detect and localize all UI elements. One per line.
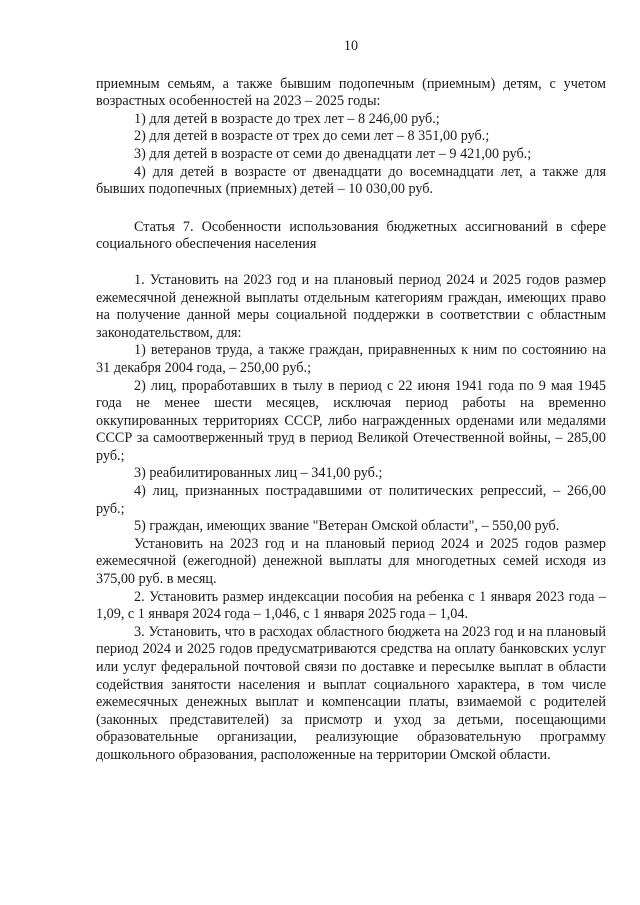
spacer xyxy=(96,199,606,219)
list-item-3-to-7: 2) для детей в возрасте от трех до семи лет – 8 351,00 руб.; xyxy=(134,128,490,145)
list-item-omsk-veteran: 5) граждан, имеющих звание "Ветеран Омской области", – 550,00 руб. xyxy=(134,518,560,535)
list-item-home-front: 2) лиц, проработавших в тылу в период с 22 июня 1941 года по 9 мая 1945 года не менее шести месяцев, исключая период работы на временно оккупированных территориях СССР, либо награжденных орденами или медалями СССР за самоотверженный труд в период Великой Отечественной войны, – 285,00 руб.; xyxy=(96,377,606,464)
paragraph-clause-1: 1. Установить на 2023 год и на плановый период 2024 и 2025 годов размер ежемесячной денежной выплаты отдельным категориям граждан, имеющих право на получение данной меры социальной поддержки в соответствии с областным законодательством, для: xyxy=(96,271,606,341)
list-item-under-3: 1) для детей в возрасте до трех лет – 8 246,00 руб.; xyxy=(134,110,440,127)
paragraph-foster-families: приемным семьям, а также бывшим подопечным (приемным) детям, с учетом возрастных особенностей на 2023 – 2025 годы: xyxy=(96,75,606,110)
list-item-7-to-12: 3) для детей в возрасте от семи до двенадцати лет – 9 421,00 руб.; xyxy=(134,145,532,162)
list-item-repressions: 4) лиц, признанных пострадавшими от политических репрессий, – 266,00 руб.; xyxy=(96,483,606,517)
list-item-labor-veterans: 1) ветеранов труда, а также граждан, приравненных к ним по состоянию на 31 декабря 2004 года, – 250,00 руб.; xyxy=(96,342,606,376)
document-page xyxy=(96,38,606,765)
list-item-rehabilitated: 3) реабилитированных лиц – 341,00 руб.; xyxy=(134,465,383,482)
list-item-12-to-18: 4) для детей в возрасте от двенадцати до восемнадцати лет, а также для бывших подопечных (приемных) детей – 10 030,00 руб. xyxy=(96,163,606,198)
article-heading: Статья 7. Особенности использования бюджетных ассигнований в сфере социального обеспечения населения xyxy=(96,218,606,253)
spacer xyxy=(96,254,606,272)
paragraph-clause-2: 2. Установить размер индексации пособия на ребенка с 1 января 2023 года – 1,09, с 1 января 2024 года – 1,046, с 1 января 2025 года – 1,04. xyxy=(96,588,606,623)
paragraph-large-families: Установить на 2023 год и на плановый период 2024 и 2025 годов размер ежемесячной (ежегодной) денежной выплаты для многодетных семей исходя из 375,00 руб. в месяц. xyxy=(96,535,606,588)
page-number: 10 xyxy=(343,38,359,54)
paragraph-clause-3: 3. Установить, что в расходах областного бюджета на 2023 год и на плановый период 2024 и 2025 годов предусматриваются средства на оплату банковских услуг или услуг федеральной почтовой связи по доставке и пересылке выплат в области содействия занятости населения и выплат социального характера, в том числе ежемесячных денежных выплат и компенсации платы, взимаемой с родителей (законных представителей) за присмотр и уход за детьми, посещающими образовательные организации, реализующие образовательную программу дошкольного образования, расположенные на территории Омской области. xyxy=(96,623,606,763)
